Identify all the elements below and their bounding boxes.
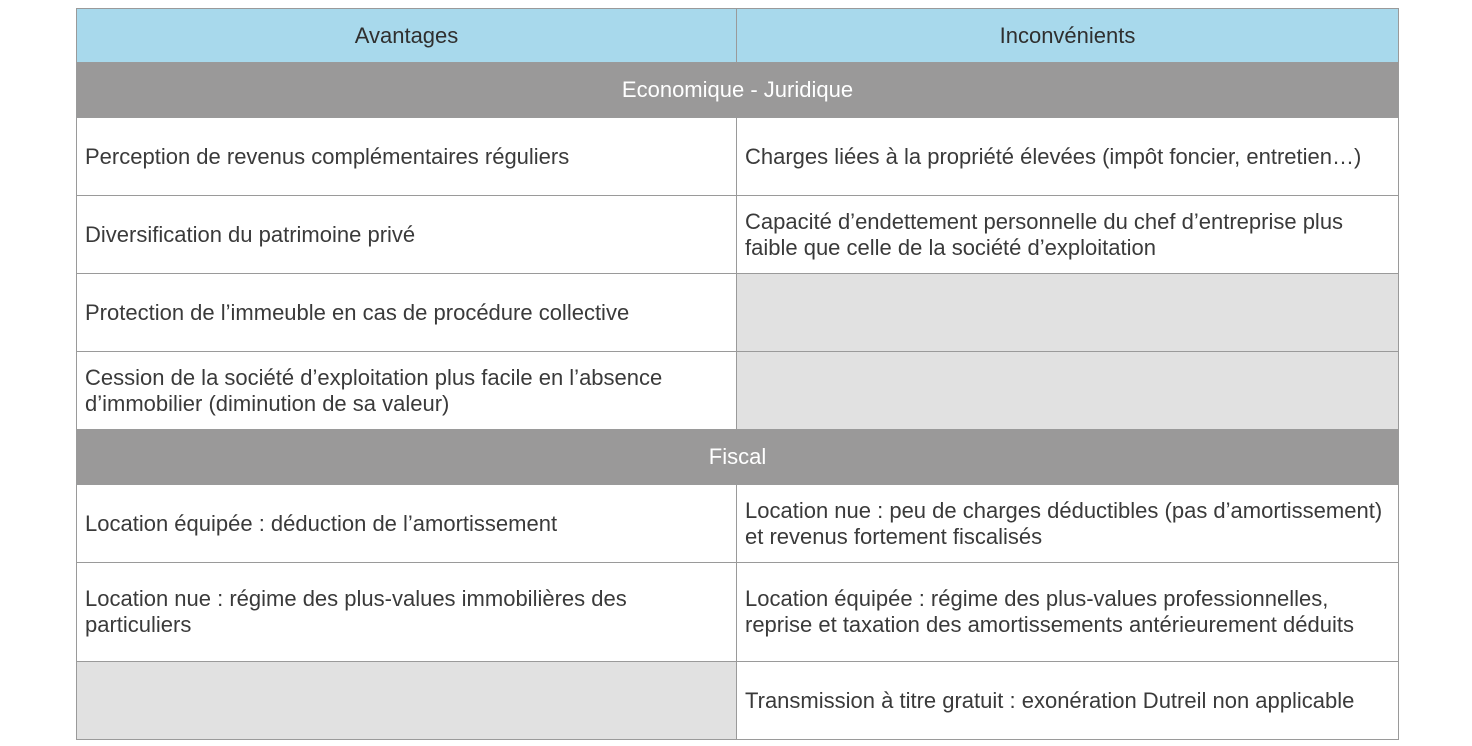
header-row	[77, 9, 1399, 63]
disadvantage-cell: Location équipée : régime des plus-values professionnelles, reprise et taxation des amortissements antérieurement déduits	[737, 563, 1399, 662]
table-row	[77, 352, 1399, 430]
comparison-table	[76, 8, 1399, 740]
disadvantage-cell: Charges liées à la propriété élevées (impôt foncier, entretien…)	[737, 118, 1399, 196]
disadvantage-cell: Transmission à titre gratuit : exonération Dutreil non applicable	[737, 662, 1399, 740]
advantage-cell: Perception de revenus complémentaires réguliers	[77, 118, 737, 196]
header-disadvantages: Inconvénients	[737, 9, 1399, 63]
table-row	[77, 274, 1399, 352]
advantage-cell: Diversification du patrimoine privé	[77, 196, 737, 274]
empty-cell	[77, 662, 737, 740]
table-row	[77, 563, 1399, 662]
table-row	[77, 662, 1399, 740]
disadvantage-cell: Location nue : peu de charges déductibles (pas d’amortissement) et revenus fortement fiscalisés	[737, 485, 1399, 563]
header-advantages: Avantages	[77, 9, 737, 63]
table-row	[77, 118, 1399, 196]
advantage-cell: Location nue : régime des plus-values immobilières des particuliers	[77, 563, 737, 662]
advantage-cell: Protection de l’immeuble en cas de procédure collective	[77, 274, 737, 352]
disadvantage-cell: Capacité d’endettement personnelle du chef d’entreprise plus faible que celle de la société d’exploitation	[737, 196, 1399, 274]
table-row	[77, 196, 1399, 274]
section-row	[77, 430, 1399, 485]
advantage-cell: Cession de la société d’exploitation plus facile en l’absence d’immobilier (diminution de sa valeur)	[77, 352, 737, 430]
advantage-cell: Location équipée : déduction de l’amortissement	[77, 485, 737, 563]
table-row	[77, 485, 1399, 563]
section-row	[77, 63, 1399, 118]
section-title-fiscal: Fiscal	[77, 430, 1399, 485]
section-title-economique-juridique: Economique - Juridique	[77, 63, 1399, 118]
empty-cell	[737, 274, 1399, 352]
empty-cell	[737, 352, 1399, 430]
